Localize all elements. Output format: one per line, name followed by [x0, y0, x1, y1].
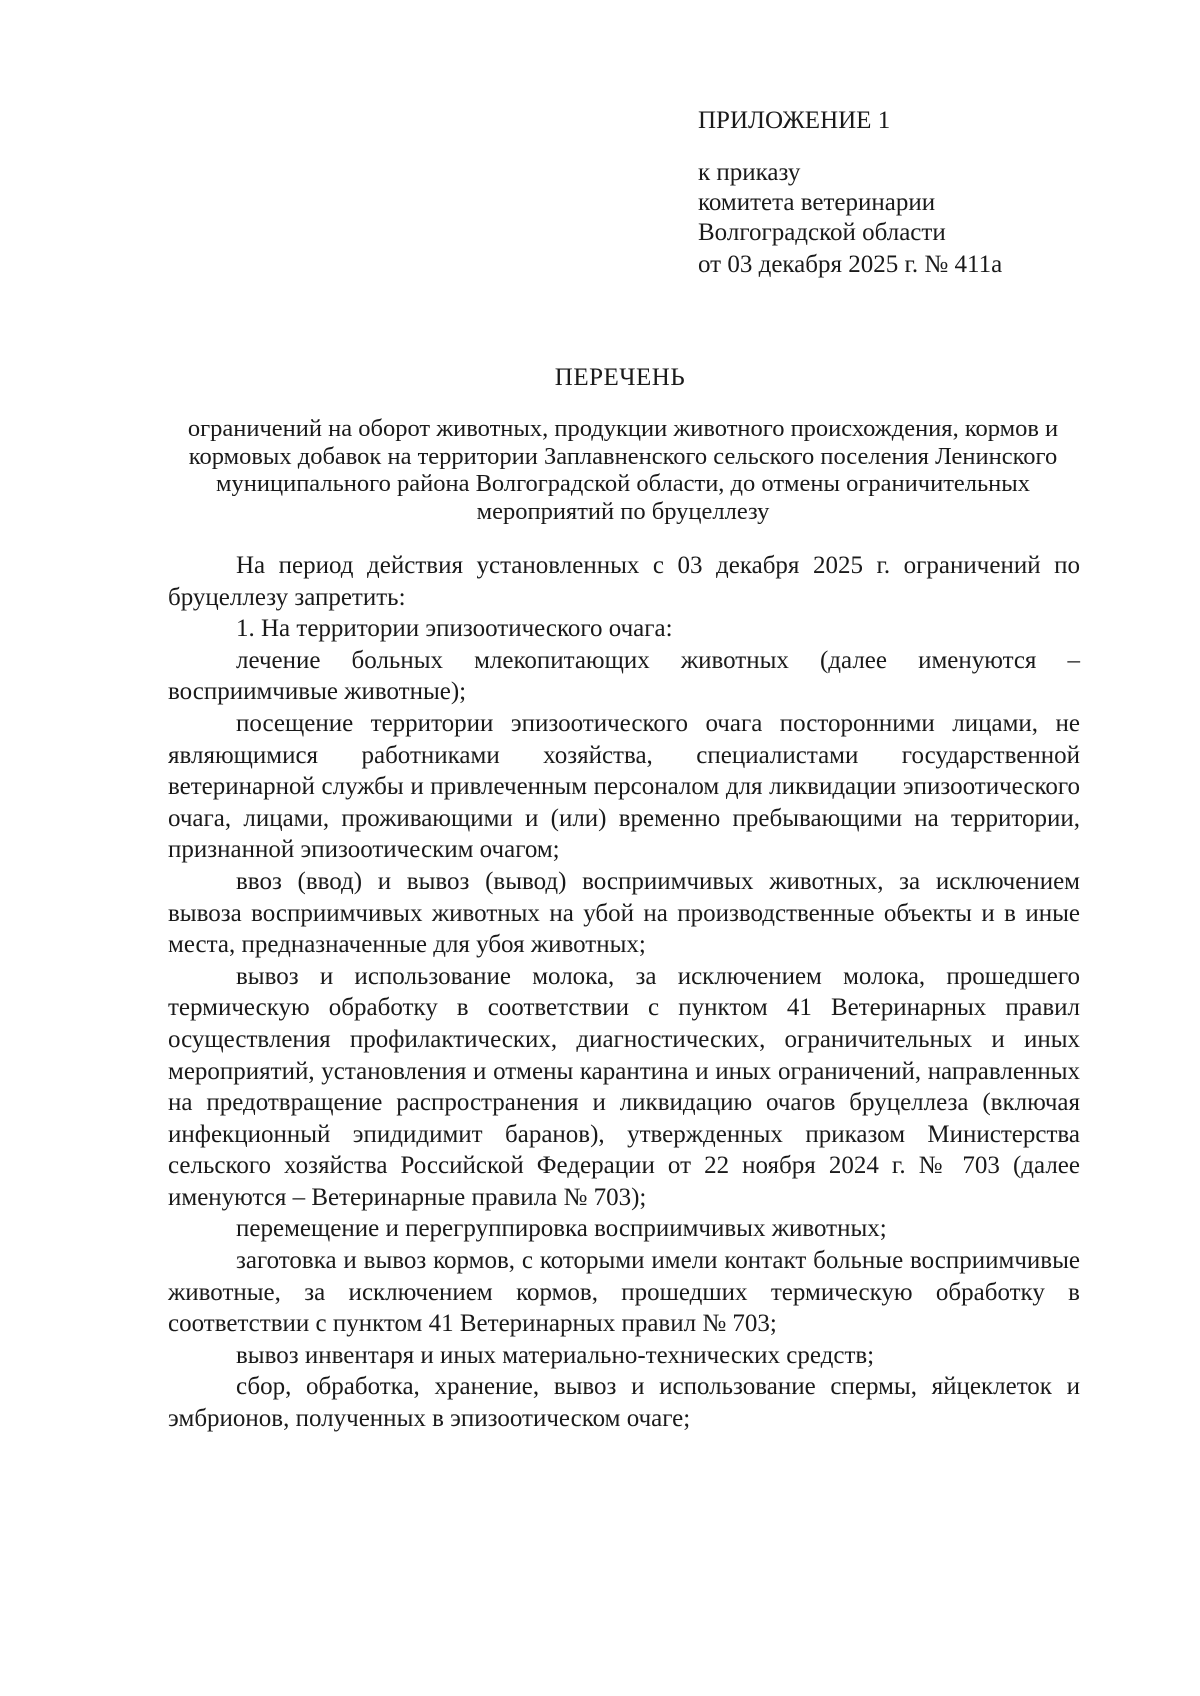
- appendix-date: от 03 декабря 2025 г. № 411а: [698, 251, 1003, 278]
- addressee-line: комитета ветеринарии: [698, 189, 936, 216]
- addressee-line: к приказу: [698, 159, 801, 186]
- body-paragraph: перемещение и перегруппировка восприимчивых животных;: [236, 1215, 887, 1243]
- body-paragraph: На период действия установленных с 03 декабря 2025 г. ограничений по бруцеллезу запретить:: [168, 552, 1080, 611]
- body-paragraph: заготовка и вывоз кормов, с которыми имели контакт больные восприимчивые животные, за исключением кормов, прошедших термическую обработку в соответствии с пунктом 41 Ветеринарных правил № 703;: [168, 1247, 1080, 1338]
- appendix-heading: ПРИЛОЖЕНИЕ 1: [698, 107, 891, 134]
- body-paragraph: 1. На территории эпизоотического очага:: [236, 615, 673, 643]
- body-paragraph: посещение территории эпизоотического очага посторонними лицами, не являющимися работниками хозяйства, специалистами государственной ветеринарной службы и привлеченным персоналом для ликвидации эпизоотического очага, лицами, проживающими и (или) временно пребывающими на территории, признанной эпизоотическим очагом;: [168, 709, 1080, 864]
- body-paragraph: вывоз инвентаря и иных материально-технических средств;: [236, 1341, 875, 1369]
- body-paragraph: сбор, обработка, хранение, вывоз и использование спермы, яйцеклеток и эмбрионов, полученных в эпизоотическом очаге;: [168, 1373, 1080, 1433]
- body-paragraph: лечение больных млекопитающих животных (далее именуются – восприимчивые животные);: [168, 646, 1080, 706]
- body-paragraph: ввоз (ввод) и вывоз (вывод) восприимчивых животных, за исключением вывоза восприимчивых животных на убой на производственные объекты и в иные места, предназначенные для убоя животных;: [168, 867, 1080, 959]
- appendix-addressee: [698, 158, 946, 248]
- addressee-line: Волгоградской области: [698, 219, 946, 246]
- document-title: ПЕРЕЧЕНЬ: [554, 364, 686, 391]
- document-subtitle: ограничений на оборот животных, продукции животного происхождения, кормов и кормовых добавок на территории Заплавненского сельского поселения Ленинского муниципального района Волгоградской области, до отмены ограничительных мероприятий по бруцеллезу: [187, 415, 1059, 525]
- body-paragraph: вывоз и использование молока, за исключением молока, прошедшего термическую обработку в соответствии с пунктом 41 Ветеринарных правил осуществления профилактических, диагностических, ограничительных и иных мероприятий, установления и отмены карантина и иных ограничений, направленных на предотвращение распространения и ликвидацию очагов бруцеллеза (включая инфекционный эпидидимит баранов), утвержденных приказом Министерства сельского хозяйства Российской Федерации от 22 ноября 2024 г. № 703 (далее именуются – Ветеринарные правила № 703);: [168, 962, 1080, 1211]
- document-body: [168, 550, 1080, 1435]
